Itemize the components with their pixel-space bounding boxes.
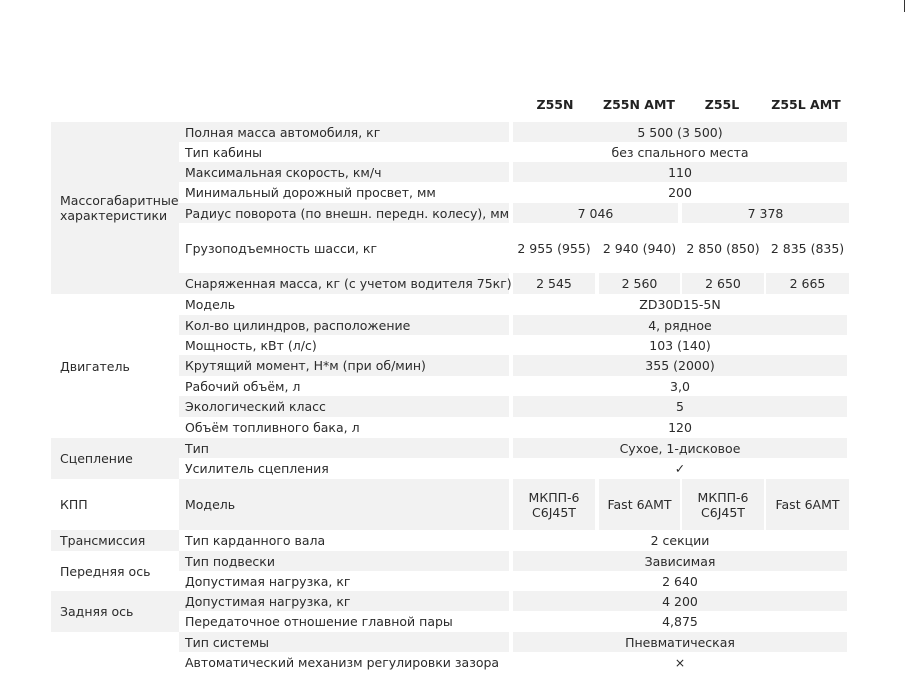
row-label-text: Тип системы bbox=[185, 634, 270, 650]
section-label-text: Задняя ось bbox=[60, 604, 134, 619]
table-row-label bbox=[179, 417, 509, 438]
section-label bbox=[51, 632, 179, 680]
table-cell: Fast 6AMT bbox=[599, 479, 680, 530]
table-row bbox=[513, 530, 849, 551]
table-cell: 2 850 (850) bbox=[682, 223, 764, 273]
table-row bbox=[513, 376, 849, 396]
table-row bbox=[513, 294, 849, 315]
table-row-label bbox=[179, 458, 509, 479]
section-label-text: КПП bbox=[60, 497, 88, 512]
table-row bbox=[513, 632, 849, 652]
table-row-label bbox=[179, 203, 509, 223]
section-label bbox=[51, 122, 179, 294]
table-cell: 120 bbox=[513, 417, 847, 438]
table-row-label bbox=[179, 376, 509, 396]
table-row-label bbox=[179, 315, 509, 335]
table-row-label bbox=[179, 652, 509, 673]
table-cell: Fast 6AMT bbox=[766, 479, 849, 530]
table-row-label bbox=[179, 294, 509, 315]
section-label bbox=[51, 551, 179, 591]
table-row-label bbox=[179, 571, 509, 591]
table-row bbox=[513, 203, 849, 223]
table-row-label bbox=[179, 182, 509, 203]
table-row bbox=[513, 142, 849, 162]
table-row-label bbox=[179, 479, 509, 530]
table-row bbox=[513, 122, 849, 142]
row-label-text: Тип кабины bbox=[185, 144, 262, 160]
table-row-label bbox=[179, 530, 509, 551]
section-label bbox=[51, 438, 179, 479]
table-row-label bbox=[179, 551, 509, 571]
row-label-text: Крутящий момент, Н*м (при об/мин) bbox=[185, 358, 426, 373]
column-header-z55n: Z55N bbox=[536, 97, 574, 112]
row-label-text: Экологический класс bbox=[185, 399, 326, 414]
table-cell: × bbox=[513, 652, 847, 673]
row-label-text: Автоматический механизм регулировки зазора bbox=[185, 655, 500, 670]
table-row bbox=[513, 479, 849, 530]
table-cell: Сухое, 1-дисковое bbox=[513, 438, 847, 458]
section-label-text: Трансмиссия bbox=[60, 533, 146, 548]
table-row-label bbox=[179, 162, 509, 182]
table-cell: МКПП-6 C6J45T bbox=[513, 479, 595, 530]
section-label bbox=[51, 479, 179, 530]
table-row-label bbox=[179, 142, 509, 162]
table-row-label bbox=[179, 223, 509, 273]
table-row-label bbox=[179, 438, 509, 458]
section-label-text: Массогабаритные характеристики bbox=[60, 193, 179, 223]
table-cell: Зависимая bbox=[513, 551, 847, 571]
table-row bbox=[513, 355, 849, 376]
row-label-text: Передаточное отношение главной пары bbox=[185, 614, 453, 629]
table-cell: 7 046 bbox=[513, 203, 678, 223]
row-label-text: Минимальный дорожный просвет, мм bbox=[185, 185, 436, 200]
table-row bbox=[513, 315, 849, 335]
row-label-text: Допустимая нагрузка, кг bbox=[185, 593, 351, 609]
table-cell: 103 (140) bbox=[513, 335, 847, 355]
table-row bbox=[513, 162, 849, 182]
table-cell: 4 200 bbox=[513, 591, 847, 611]
table-row-label bbox=[179, 632, 509, 652]
table-cell: 355 (2000) bbox=[513, 355, 847, 376]
table-cell: 2 секции bbox=[513, 530, 847, 551]
table-cell: ✓ bbox=[513, 458, 847, 479]
column-header-z55l-amt: Z55L AMT bbox=[771, 97, 841, 112]
table-row-label bbox=[179, 122, 509, 142]
column-header-z55n-amt: Z55N AMT bbox=[603, 97, 675, 112]
table-row bbox=[513, 182, 849, 203]
table-cell: ZD30D15-5N bbox=[513, 294, 847, 315]
table-row bbox=[513, 611, 849, 632]
row-label-text: Мощность, кВт (л/с) bbox=[185, 337, 317, 353]
table-row bbox=[513, 591, 849, 611]
table-cell: 4, рядное bbox=[513, 315, 847, 335]
table-row-label bbox=[179, 335, 509, 355]
table-row bbox=[513, 652, 849, 673]
corner-mark bbox=[904, 0, 905, 12]
section-label bbox=[51, 591, 179, 632]
row-label-text: Модель bbox=[185, 497, 236, 512]
row-label-text: Максимальная скорость, км/ч bbox=[185, 164, 382, 180]
section-label-text: Двигатель bbox=[60, 358, 130, 374]
table-row-label bbox=[179, 273, 512, 294]
table-cell: 2 560 bbox=[599, 273, 680, 294]
table-cell: 2 955 (955) bbox=[513, 223, 595, 273]
table-cell: 2 650 bbox=[682, 273, 764, 294]
row-label-text: Объём топливного бака, л bbox=[185, 420, 360, 435]
table-cell: Пневматическая bbox=[513, 632, 847, 652]
table-cell: 2 545 bbox=[513, 273, 595, 294]
column-header-z55l: Z55L bbox=[704, 97, 740, 112]
table-cell: 2 665 bbox=[766, 273, 849, 294]
table-row bbox=[513, 571, 849, 591]
row-label-text: Рабочий объём, л bbox=[185, 378, 301, 394]
table-cell: 200 bbox=[513, 182, 847, 203]
table-cell: 5 bbox=[513, 396, 847, 417]
table-cell: 2 640 bbox=[513, 571, 847, 591]
section-label-text: Сцепление bbox=[60, 451, 133, 466]
section-label bbox=[51, 294, 179, 438]
table-row bbox=[513, 335, 849, 355]
row-label-text: Кол-во цилиндров, расположение bbox=[185, 317, 411, 333]
row-label-text: Радиус поворота (по внешн. передн. колесу), мм bbox=[185, 205, 510, 221]
row-label-text: Полная масса автомобиля, кг bbox=[185, 124, 381, 140]
row-label-text: Тип bbox=[185, 440, 209, 456]
table-row-label bbox=[179, 591, 509, 611]
table-row-label bbox=[179, 396, 509, 417]
table-row bbox=[513, 223, 849, 273]
row-label-text: Усилитель сцепления bbox=[185, 461, 329, 476]
table-cell: 110 bbox=[513, 162, 847, 182]
table-row-label bbox=[179, 355, 509, 376]
table-row bbox=[513, 551, 849, 571]
table-cell: без спального места bbox=[513, 142, 847, 162]
section-label bbox=[51, 530, 179, 551]
table-cell: 2 940 (940) bbox=[599, 223, 680, 273]
row-label-text: Допустимая нагрузка, кг bbox=[185, 573, 351, 589]
row-label-text: Снаряженная масса, кг (с учетом водителя 75кг) bbox=[185, 276, 512, 291]
table-row bbox=[513, 417, 849, 438]
table-row bbox=[513, 438, 849, 458]
table-cell: 3,0 bbox=[513, 376, 847, 396]
table-cell: МКПП-6 C6J45T bbox=[682, 479, 764, 530]
table-row-label bbox=[179, 611, 509, 632]
table-row bbox=[513, 273, 849, 294]
table-row bbox=[513, 396, 849, 417]
section-label-text: Передняя ось bbox=[60, 563, 151, 579]
row-label-text: Тип подвески bbox=[185, 553, 275, 569]
table-cell: 4,875 bbox=[513, 611, 847, 632]
row-label-text: Грузоподъемность шасси, кг bbox=[185, 240, 378, 256]
row-label-text: Модель bbox=[185, 297, 236, 312]
table-row bbox=[513, 458, 849, 479]
table-cell: 2 835 (835) bbox=[766, 223, 849, 273]
table-cell: 7 378 bbox=[682, 203, 849, 223]
table-cell: 5 500 (3 500) bbox=[513, 122, 847, 142]
row-label-text: Тип карданного вала bbox=[185, 533, 326, 548]
